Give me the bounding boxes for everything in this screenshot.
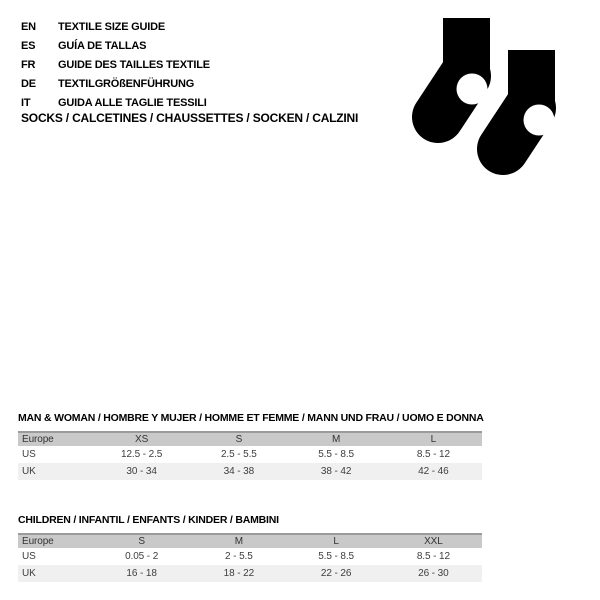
column-header: M [190,533,287,548]
column-header: XXL [385,533,482,548]
language-row-de [21,73,210,92]
sock-back-shape [438,18,490,117]
size-value: 38 - 42 [288,463,385,480]
size-value: 34 - 38 [190,463,287,480]
column-header: L [288,533,385,548]
size-value: 12.5 - 2.5 [120,449,163,460]
size-grid [18,533,482,582]
size-grid [18,431,482,480]
language-code: FR [21,59,36,71]
language-row-fr [21,54,210,73]
row-label: UK [18,463,93,480]
size-value: 0.05 - 2 [125,551,159,562]
language-row-it [21,92,210,111]
language-label: TEXTILE SIZE GUIDE [58,21,166,33]
size-value: 5.5 - 8.5 [318,449,355,460]
size-value: 5.5 - 8.5 [318,551,355,562]
column-header: L [385,431,482,446]
size-value: 42 - 46 [385,463,482,480]
table-title: CHILDREN / INFANTIL / ENFANTS / KINDER / BAMBINI [18,514,279,526]
language-code: ES [21,40,36,52]
language-label: GUIDE DES TAILLES TEXTILE [58,59,210,71]
category-heading: SOCKS / CALCETINES / CHAUSSETTES / SOCKEN / CALZINI [21,111,359,125]
size-value: 2 - 5.5 [225,551,253,562]
socks-icon [403,10,563,180]
column-header: M [288,431,385,446]
column-header: Europe [18,533,93,548]
size-value: 16 - 18 [93,565,190,582]
language-list [21,16,210,111]
size-table-children [18,514,482,582]
column-header: Europe [18,431,93,446]
size-value: 8.5 - 12 [416,449,450,460]
size-table-man-woman [18,412,482,480]
language-code: IT [21,97,31,109]
row-label: UK [18,565,93,582]
language-label: GUIDA ALLE TAGLIE TESSILI [58,97,207,109]
size-value: 2.5 - 5.5 [220,449,257,460]
language-code: EN [21,21,36,33]
language-label: TEXTILGRÖßENFÜHRUNG [58,78,195,90]
size-value: 30 - 34 [93,463,190,480]
language-label: GUÍA DE TALLAS [58,40,147,52]
language-code: DE [21,78,36,90]
table-title: MAN & WOMAN / HOMBRE Y MUJER / HOMME ET FEMME / MANN UND FRAU / UOMO E DONNA [18,412,484,424]
size-value: 22 - 26 [288,565,385,582]
column-header: XS [93,431,190,446]
size-value: 18 - 22 [190,565,287,582]
row-label: US [22,449,36,460]
size-value: 26 - 30 [385,565,482,582]
language-row-en [21,16,210,35]
column-header: S [190,431,287,446]
row-label: US [22,551,36,562]
column-header: S [93,533,190,548]
language-row-es [21,35,210,54]
size-value: 8.5 - 12 [416,551,450,562]
